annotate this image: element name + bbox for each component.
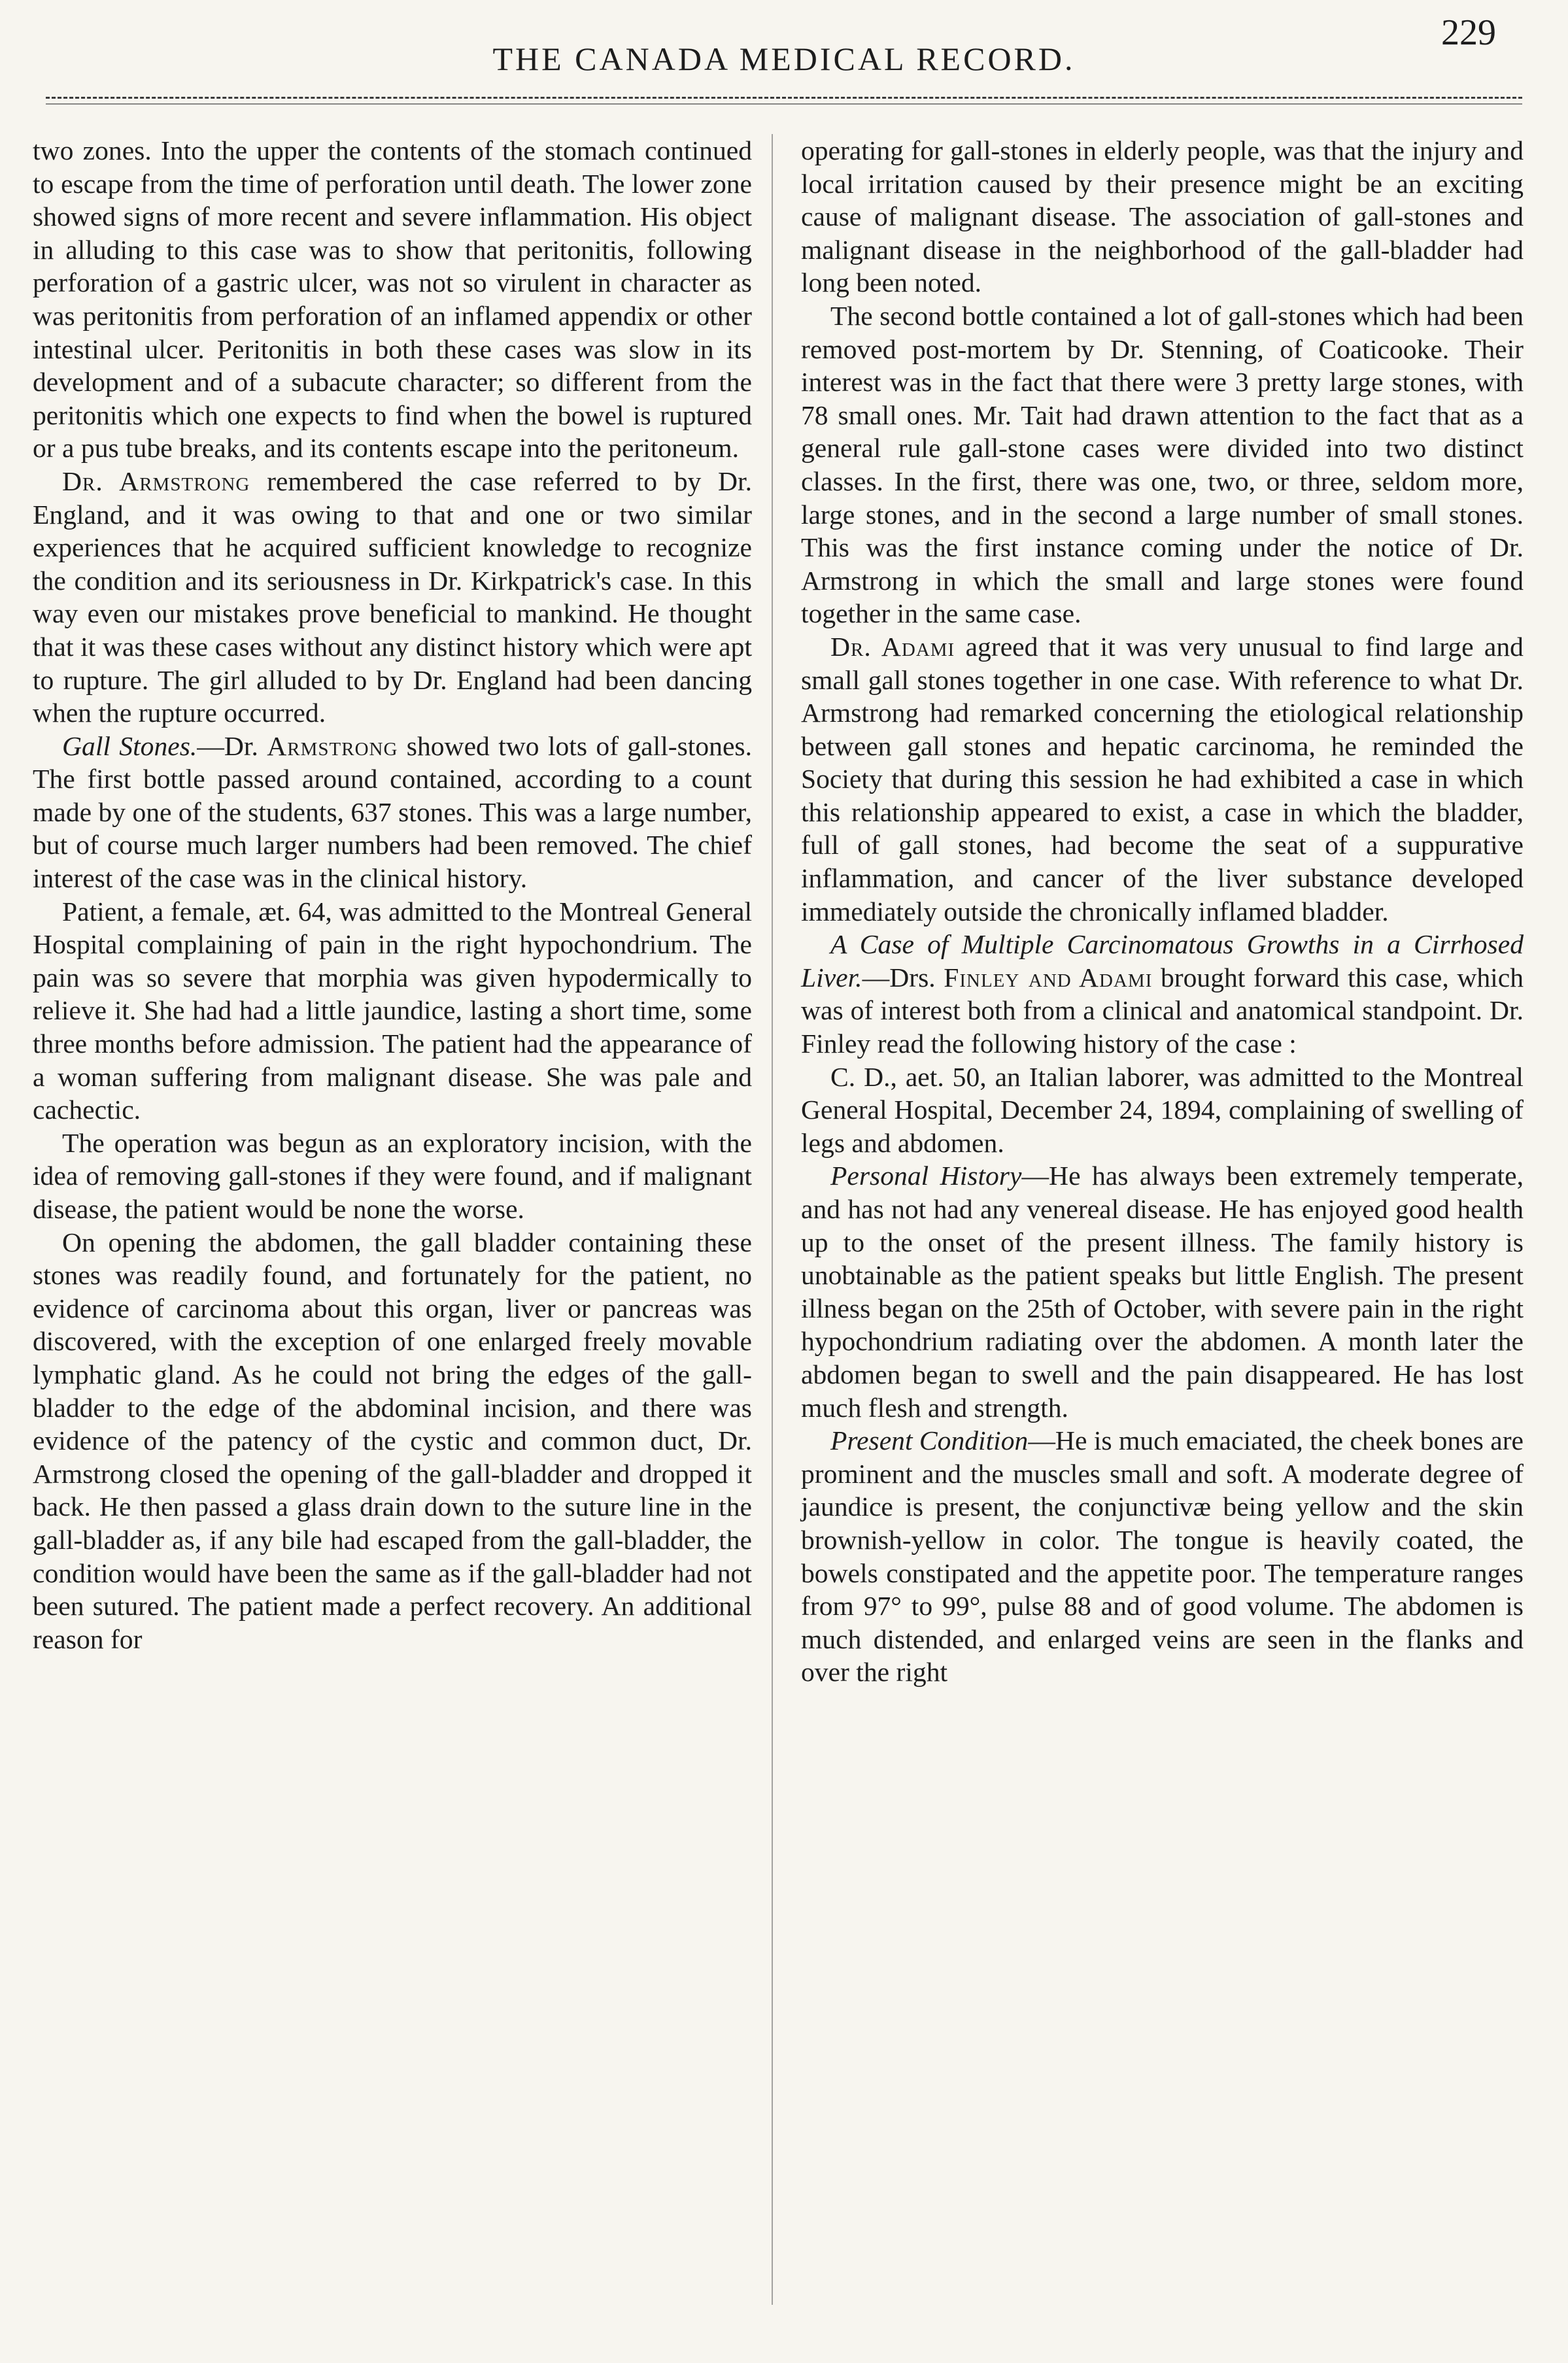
column-divider — [772, 134, 773, 2305]
paragraph-text: Patient, a female, æt. 64, was admitted to the Montreal General Hospital complaining of pain in the right hypochondrium. The pain was so severe that morphia was given hypodermically to relieve it. She had had a little jaundice, lasting a short time, some three months before admission. The patient had the appearance of a woman suffering from malignant disease. She was pale and cachectic. — [33, 896, 752, 1125]
paragraph-text: operating for gall-stones in elderly people, was that the injury and local irritation caused by their presence might be an exciting cause of malignant disease. The association of gall-stones and malignant disease in the neighborhood of the gall-bladder had long been noted. — [801, 135, 1524, 298]
paragraph — [33, 134, 752, 465]
left-column — [33, 134, 752, 1656]
paragraph — [33, 1226, 752, 1656]
speaker-name: Finley and Adami — [944, 962, 1153, 993]
paragraph — [801, 928, 1524, 1060]
paragraph — [33, 895, 752, 1127]
section-title: A Case of Multiple Carcinomatous Growths in a Cirrhosed Liver. — [801, 929, 1524, 993]
paragraph-text: —He is much emaciated, the cheek bones are prominent and the muscles small and soft. A moderate degree of jaundice is present, the conjunctivæ being yellow and the skin brownish-yellow in color. The tongue is heavily coated, the bowels constipated and the appetite poor. The temperature ranges from 97° to 99°, pulse 88 and of good volume. The abdomen is much distended, and enlarged veins are seen in the flanks and over the right — [801, 1425, 1524, 1688]
header-rule — [46, 97, 1522, 99]
paragraph-text: —He has always been extremely temperate, and has not had any venereal disease. He has enjoyed good health up to the onset of the present illness. The family history is unobtainable as the patient speaks but little English. The present illness began on the 25th of October, with severe pain in the right hypochondrium radiating over the abdomen. A month later the abdomen began to swell and the pain disappeared. He has lost much flesh and strength. — [801, 1161, 1524, 1423]
right-column — [801, 134, 1524, 1689]
paragraph — [801, 1061, 1524, 1160]
paragraph — [33, 465, 752, 730]
paragraph-text: On opening the abdomen, the gall bladder containing these stones was readily found, and fortunately for the patient, no evidence of carcinoma about this organ, liver or pancreas was discovered, with the exception of one enlarged freely movable lymphatic gland. As he could not bring the edges of the gall-bladder to the edge of the abdominal incision, and there was evidence of the patency of the cystic and common duct, Dr. Armstrong closed the opening of the gall-bladder and dropped it back. He then passed a glass drain down to the suture line in the gall-bladder as, if any bile had escaped from the gall-bladder, the condition would have been the same as if the gall-bladder had not been sutured. The patient made a perfect recovery. An additional reason for — [33, 1227, 752, 1654]
paragraph — [801, 1159, 1524, 1424]
paragraph — [801, 134, 1524, 299]
paragraph — [33, 1127, 752, 1226]
paragraph — [801, 299, 1524, 630]
journal-title: THE CANADA MEDICAL RECORD. — [492, 41, 1076, 77]
speaker-name: Dr. Armstrong — [62, 466, 250, 496]
section-title: Gall Stones. — [62, 730, 197, 761]
paragraph-text: remembered the case referred to by Dr. England, and it was owing to that and one or two similar experiences that he acquired sufficient knowledge to recognize the condition and its seriousness in Dr. Kirkpatrick's case. In this way even our mistakes prove beneficial to mankind. He thought that it was these cases without any distinct history which were apt to rupture. The girl alluded to by Dr. England had been dancing when the rupture occurred. — [33, 466, 753, 728]
paragraph — [33, 730, 752, 895]
paragraph-text: agreed that it was very unusual to find large and small gall stones together in one case. With reference to what Dr. Armstrong had remarked concerning the etiological relationship between gall stones and hepatic carcinoma, he reminded the Society that during this session he had exhibited a case in which this relationship appeared to exist, a case in which the bladder, full of gall stones, had become the seat of a suppurative inflammation, and cancer of the liver substance developed immediately outside the chronically inflamed bladder. — [801, 631, 1524, 926]
paragraph-text: brought forward this case, which was of interest both from a clinical and anatomical standpoint. Dr. Finley read the following history of the case : — [801, 962, 1524, 1059]
speaker-name: Dr. Adami — [830, 631, 955, 662]
paragraph — [801, 1424, 1524, 1689]
paragraph-text: The operation was begun as an exploratory incision, with the idea of removing gall-stones if they were found, and if malignant disease, the patient would be none the worse. — [33, 1127, 752, 1224]
header-rule-secondary — [46, 103, 1522, 105]
running-header — [39, 26, 1529, 92]
paragraph-text: two zones. Into the upper the contents of the stomach continued to escape from the time of perforation until death. The lower zone showed signs of more recent and severe inflammation. His object in alluding to this case was to show that peritonitis, following perforation of a gastric ulcer, was not so virulent in character as was peritonitis from perforation of an inflamed appendix or other intestinal ulcer. Peritonitis in both these cases was slow in its development and of a subacute character; so different from the peritonitis which one expects to find when the bowel is ruptured or a pus tube breaks, and its contents escape into the peritoneum. — [33, 135, 752, 464]
section-title: Present Condition — [830, 1425, 1029, 1456]
title-dash: —Dr. — [197, 730, 267, 761]
speaker-name: Armstrong — [267, 730, 398, 761]
title-dash: —Drs. — [862, 962, 944, 993]
paragraph-text: showed two lots of gall-stones. The first bottle passed around contained, according to a count made by one of the students, 637 stones. This was a large number, but of course much larger numbers had been removed. The chief interest of the case was in the clinical history. — [33, 730, 752, 894]
section-title: Personal History — [830, 1161, 1022, 1191]
paragraph — [801, 630, 1524, 928]
paragraph-text: C. D., aet. 50, an Italian laborer, was admitted to the Montreal General Hospital, December 24, 1894, complaining of swelling of legs and abdomen. — [801, 1061, 1524, 1158]
page-number: 229 — [1441, 12, 1496, 53]
paragraph-text: The second bottle contained a lot of gall-stones which had been removed post-mortem by Dr. Stenning, of Coaticooke. Their interest was in the fact that there were 3 pretty large stones, with 78 small ones. Mr. Tait had drawn attention to the fact that as a general rule gall-stone cases were divided into two distinct classes. In the first, there was one, two, or three, seldom more, large stones, and in the second a large number of small stones. This was the first instance coming under the notice of Dr. Armstrong in which the small and large stones were found together in the same case. — [801, 300, 1524, 629]
